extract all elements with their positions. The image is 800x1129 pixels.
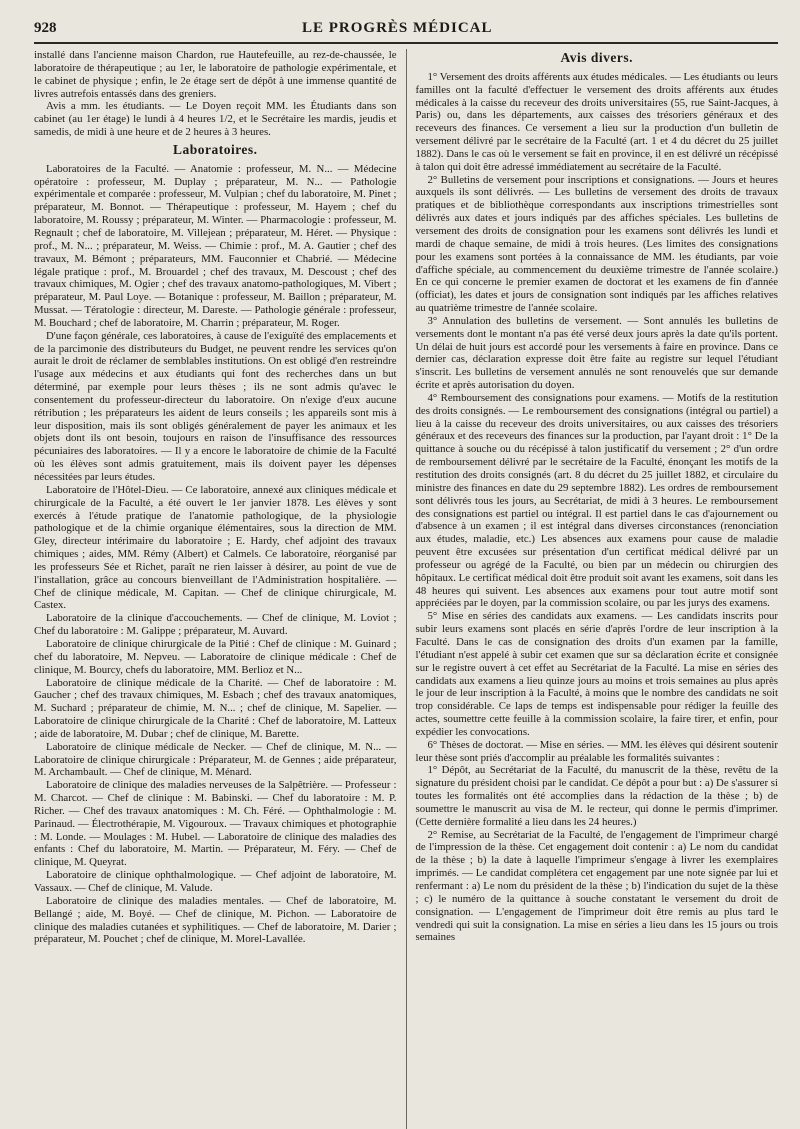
two-column-body (34, 49, 778, 1129)
body-paragraph: Laboratoire de clinique des maladies mentales. — Chef de laboratoire, M. Bellangé ; aide, M. Boyé. — Chef de clinique, M. Pichon. — Laboratoire de clinique des maladies cutanées et syphilitiques. — Chef de laboratoire, M. Darier ; préparateur, M. Pouchet ; chef de clinique, M. Morel-Lavallée. (34, 894, 397, 946)
body-paragraph: D'une façon générale, ces laboratoires, à cause de l'exiguïté des emplacements et de la parcimonie des distributeurs du Budget, ne peuvent rendre les services qu'on aurait le droit de réclamer de semblables institutions. On est obligé d'en restreindre l'usage aux médecins et aux étudiants qui font des recherches dans un but déterminé, par exemple pour leurs thèses ; ils ne sont admis qu'avec le consentement du professeur-directeur du laboratoire. On n'exige d'eux aucune rétribution ; les préparateurs les aident de leurs conseils ; les appareils sont mis à leur disposition, mais ils sont obligés généralement de payer les animaux et les objets dont ils ont besoin, toujours en raison de l'insuffisance des ressources pécuniaires des laboratoires. — Il y a encore le laboratoire de chimie de la Faculté où les élèves sont admis gratuitement, mais ils doivent payer les dépenses nécessitées par leurs études. (34, 329, 397, 483)
body-paragraph: 2° Bulletins de versement pour inscriptions et consignations. — Jours et heures auxquels ils sont délivrés. — Les bulletins de versement des droits de travaux pratiques et de bibliothèque correspondants aux inscriptions trimestrielles sont délivrés aux dates et jours indiqués par des affiches spéciales. Les bulletins de versement des droits de consignation pour les examens sont délivrés les lundi et mardi de chaque semaine, de midi à trois heures. (Les limites des consignations pour les examens sont portées à la connaissance de MM. les étudiants, par voie d'affiche spéciale, au commencement du deuxième trimestre de l'année scolaire.) En ce qui concerne le premier examen de doctorat et les examens de fin d'année (officiat), les dates et jours de consignation sont indiqués par les affiches relatives au quatrième trimestre de l'année scolaire. (415, 173, 778, 315)
body-paragraph: Laboratoire de clinique médicale de la Charité. — Chef de laboratoire : M. Gaucher ; chef des travaux chimiques, M. Esbach ; chef des travaux anatomiques, M. Suchard ; préparateur de chimie, M. N... ; chef de clinique, M. Sapelier. — Laboratoire de clinique chirurgicale de la Charité : Chef de laboratoire, M. Latteux ; aide de laboratoire, M. Dubar ; chef de clinique, M. Barette. (34, 676, 397, 740)
section-title-avis-divers: Avis divers. (560, 50, 633, 65)
body-paragraph: Laboratoire de la clinique d'accouchements. — Chef de clinique, M. Loviot ; Chef du laboratoire : M. Galippe ; préparateur, M. Auvard. (34, 612, 397, 638)
intro-paragraph: installé dans l'ancienne maison Chardon, rue Hautefeuille, au rez-de-chaussée, le laboratoire de thérapeutique ; au 1er, le laboratoire de pathologie expérimentale, et le cabinet de physique ; enfin, le 2e étage sert de dépôt à une immense quantité de livres autrefois entassés dans des greniers. (34, 49, 397, 100)
left-column (34, 49, 407, 1129)
body-paragraph: 1° Versement des droits afférents aux études médicales. — Les étudiants ou leurs familles ont la faculté d'effectuer le versement des droits afférents aux études médicales à la caisse du receveur des droits universitaires (55, rue Saint-Jacques, à Paris) ou, dans les départements, aux caisses des trésoriers généraux et des receveurs des finances. Ce versement a lieu sur la production d'un bulletin de versement délivré par le secrétaire de la Faculté (art. 1 et 4 du décret du 25 juillet 1882). Dans le cas où le versement se fait en province, il en est délivré un récépissé à talon qui doit être adressé immédiatement au secrétaire de la Faculté. (415, 70, 778, 173)
body-paragraph: Laboratoire de clinique chirurgicale de la Pitié : Chef de clinique : M. Guinard ; chef du laboratoire, M. Nepveu. — Laboratoire de clinique médicale : Chef de clinique, M. Bourcy, chefs du laboratoire, MM. Berlioz et N... (34, 637, 397, 676)
body-paragraph: Laboratoires de la Faculté. — Anatomie : professeur, M. N... — Médecine opératoire : professeur, M. Duplay ; préparateur, M. N... — Pathologie expérimentale et comparée : professeur, M. Vulpian ; chef du laboratoire, M. Pinet ; préparateur, M. Bonnot. — Thérapeutique : professeur, M. Hayem ; chef du laboratoire, M. Roussy ; préparateur, M. Winter. — Pharmacologie : professeur, M. Regnault ; chef de laboratoire, M. Villejean ; préparateur, M. Héret. — Physique : prof., M. N... ; préparateur, M. Weiss. — Chimie : prof., M. A. Gautier ; chef des travaux, M. Bémont ; préparateurs, MM. Fauconnier et Chabrié. — Médecine légale pratique : prof., M. Brouardel ; chef des travaux, M. Descoust ; chef des travaux chimiques, M. Ogier ; chef des travaux anatomo-pathologiques, M. Vibert ; préparateur, M. Paul Loye. — Botanique : professeur, M. Baillon ; préparateur, M. Mussat. — Tératologie : directeur, M. Dareste. — Pathologie générale : professeur, M. Bouchard ; chef de laboratoire, M. Charrin ; préparateur, M. Roger. (34, 162, 397, 329)
page-number: 928 (34, 20, 57, 36)
right-column (407, 49, 779, 1129)
body-paragraph: Laboratoire de clinique ophthalmologique. — Chef adjoint de laboratoire, M. Vassaux. — Chef de clinique, M. Valude. (34, 869, 397, 894)
body-paragraph: Laboratoire de clinique des maladies nerveuses de la Salpêtrière. — Professeur : M. Charcot. — Chef de clinique : M. Babinski. — Chef du laboratoire : M. P. Richer. — Chef des travaux anatomiques : M. Ch. Féré. — Ophthalmologie : M. Parinaud. — Électrothérapie, M. Vigouroux. — Travaux chimiques et photographie : M. Londe. — Moulages : M. Hubel. — Laboratoire de clinique des maladies des enfants : Chef du laboratoire, M. Martin. — Préparateur, M. Féry. — Chef de clinique, M. Queyrat. (34, 779, 397, 869)
journal-title: LE PROGRÈS MÉDICAL (301, 20, 493, 36)
body-paragraph: Laboratoire de l'Hôtel-Dieu. — Ce laboratoire, annexé aux cliniques médicale et chirurgicale de la Faculté, a été ouvert le 1er janvier 1878. Les élèves y sont exercés à l'étude pratique de l'anatomie pathologique, de la physiologie pathologique et de la chimie organique élémentaires, sous la direction de MM. Gley, directeur intérimaire du laboratoire ; E. Hardy, chef adjoint des travaux chimiques ; aides, MM. Rémy (Albert) et Calmels. Ce laboratoire, réorganisé par les professeurs Sée et Richet, paraît ne rien laisser à désirer, au point de vue de l'installation, grâce au concours bienveillant de l'Administration hospitalière. — Chef de clinique médicale, M. Capitan. — Chef de clinique chirurgicale, M. Castex. (34, 483, 397, 612)
body-paragraph: 5° Mise en séries des candidats aux examens. — Les candidats inscrits pour subir leurs examens sont placés en série d'après l'ordre de leur inscription à la Faculté. Dans le cas de consignation des droits d'un examen par la famille, l'étudiant n'est appelé à subir cet examen que sur sa déclaration écrite et consignée sur le registre ouvert à cet effet au Secrétariat de la Faculté. La mise en séries des candidats aux examens a lieu quinze jours au moins et trois semaines au plus après le jour de leur inscription à la Faculté, à moins que le nombre des candidats ne soit trop considérable. Ce laps de temps est indispensable pour rédiger la feuille des actes, soumettre cette feuille à la commission scolaire, la faire tirer, et enfin, pour expédier les convocations. (415, 610, 778, 738)
body-paragraph: 4° Remboursement des consignations pour examens. — Motifs de la restitution des droits consignés. — Le remboursement des consignations (intégral ou partiel) a lieu à la caisse du receveur des droits universitaires, ou aux caisses des trésoriers généraux et des receveurs des finances sur la production, par l'ayant droit : 1° De la quittance à souche ou du récépissé à talon justificatif du versement ; 2° d'un ordre de remboursement délivré par le secrétaire de la Faculté, énonçant les motifs de la restitution des droits consignés (art. 8 du décret du 25 juillet 1882, et circulaire du ministre des finances en date du 29 septembre 1882). Les ordres de remboursement sont délivrés tous les jours, au Secrétariat, de midi à 3 heures. Le remboursement des consignations est partiel ou intégral. Il est partiel dans le cas d'ajournement ou d'absence à un examen ; il est intégral dans diverses circonstances (renonciation aux études, maladie, etc.) Les absences aux examens pour cause de maladie peuvent être excusées sur présentation d'un certificat médical délivré par un professeur ou agrégé de la Faculté, ou bien par un médecin ou chirurgien des hôpitaux. Le certificat médical doit être produit soit avant les examens, soit dans les 48 heures qui suivent. Les absences aux examens pour tout autre motif sont appréciées par le doyen, par la commission scolaire, ou par les jurys des examens. (415, 391, 778, 610)
body-paragraph: 2° Remise, au Secrétariat de la Faculté, de l'engagement de l'imprimeur chargé de l'impression de la thèse. Cet engagement doit contenir : a) Le nom du candidat de la thèse ; b) la date à laquelle l'imprimeur s'engage à livrer les exemplaires imprimés. — Le candidat complétera cet engagement par une note signée par lui et renfermant : a) Le nom du président de la thèse ; b) l'indication du sujet de la thèse ; c) le numéro de la quittance à souche constatant le versement du droit de consignation. — L'engagement de l'imprimeur doit être remis au plus tard le vendredi qui suit la consignation. La mise en séries a lieu dans les 15 jours ou trois semaines (415, 828, 778, 944)
body-paragraph: 3° Annulation des bulletins de versement. — Sont annulés les bulletins de versements dont le montant n'a pas été versé deux jours après la date qu'ils portent. Un délai de huit jours est accordé pour les versements à faire en province. Dans ce dernier cas, déclaration expresse doit être faite au registre sur lequel l'étudiant s'inscrit. Les bulletins de versement annulés ne sont renouvelés que sur demande écrite et après autorisation du doyen. (415, 314, 778, 392)
body-paragraph: 6° Thèses de doctorat. — Mise en séries. — MM. les élèves qui désirent soutenir leur thèse sont priés d'accomplir au préalable les formalités suivantes : (415, 738, 778, 764)
notice-paragraph: Avis a mm. les étudiants. — Le Doyen reçoit MM. les Étudiants dans son cabinet (au 1er étage) le lundi à 4 heures 1/2, et le Secrétaire les mardis, jeudis et samedis, de midi à une heure et de 2 heures à 3 heures. (34, 100, 397, 139)
header-rule (34, 42, 778, 44)
body-paragraph: Laboratoire de clinique médicale de Necker. — Chef de clinique, M. N... — Laboratoire de clinique chirurgicale : Préparateur, M. de Gennes ; aide préparateur, M. Archambault. — Chef de clinique, M. Ménard. (34, 740, 397, 779)
section-title-laboratoires: Laboratoires. (172, 141, 258, 157)
body-paragraph: 1° Dépôt, au Secrétariat de la Faculté, du manuscrit de la thèse, revêtu de la signature du président choisi par le candidat. Ce dépôt a pour but : a) De s'assurer si toutes les formalités ont été accomplies dans la rédaction de la thèse ; b) de soumettre le manuscrit au visa de M. le recteur, qui donne le permis d'imprimer. (Cette dernière formalité a lieu dans les 24 heures.) (415, 764, 778, 828)
page-header (34, 20, 778, 40)
